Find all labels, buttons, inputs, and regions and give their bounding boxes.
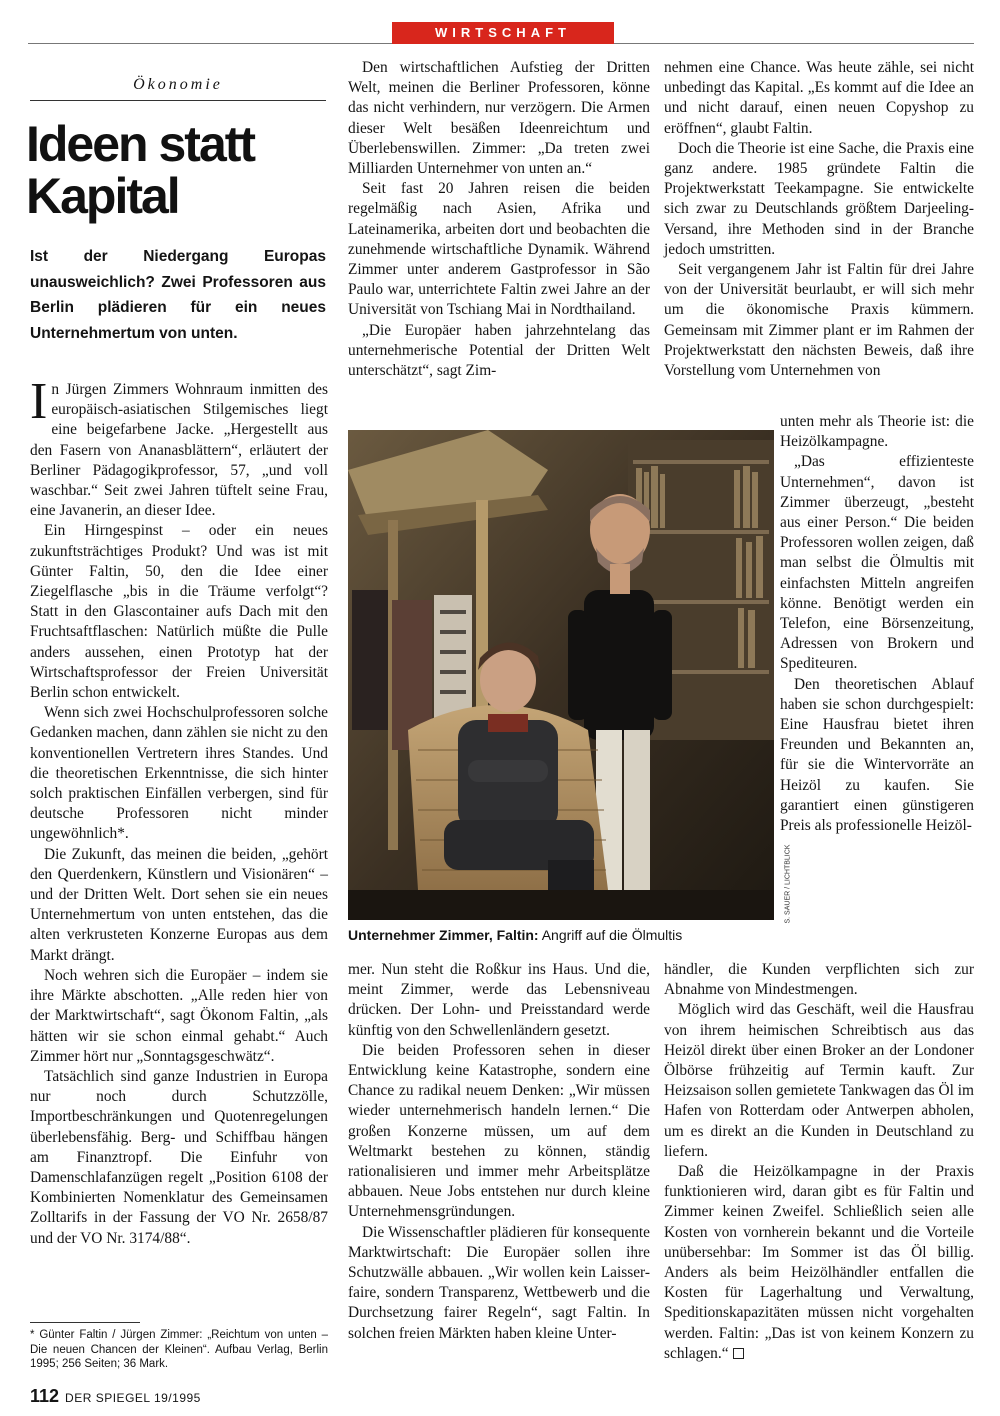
lead-text: n Jürgen Zimmers Wohnraum inmitten des europäisch-asiatischen Stilgemisches liegt eine beigefarbene Jacke. „Hergestellt aus den Fasern von Ananasblättern“, erläutert der Berliner Pädagogikprofessor, 57, „und voll waschbar.“ Seit zwei Jahren tüftelt seine Frau, eine Javanerin, an dieser Idee.: [30, 381, 328, 520]
drop-cap: I: [30, 373, 48, 430]
closing-text: Daß die Heizölkampagne in der Praxis funktionieren wird, daran gibt es für Faltin und Zimmer keinen Zweifel. Schließlich seien alle Kosten von vornherein bekannt und die Vorteile unübersehbar: Im Sommer ist das Öl billig. Anders als beim Heizölhändler entfallen die Kosten für Lagerhaltung und Verwaltung, Speditionskapazitäten müssen nicht vorgehalten werden. Faltin: „Das ist von keinem Konzern zu schlagen.“: [664, 1163, 974, 1362]
photo-caption: [348, 926, 778, 944]
paragraph: Den wirtschaftlichen Aufstieg der Dritten Welt, meinen die Berliner Professoren, könne das nicht verhindern, nur verzögern. Die Armen dieser Welt besäßen Ideenreichtum und Überlebenswillen. Zimmer: „Da treten zwei Milliarden Unternehmer von unten an.“: [348, 59, 650, 178]
folio: [30, 1386, 201, 1407]
photo-illustration: [348, 430, 774, 920]
paragraph: Möglich wird das Geschäft, weil die Hausfrau von ihrem heimischen Schreibtisch aus das Heizöl direkt über einen Broker an der Londoner Ölbörse frühzeitig auf Termin kauft. Zur Heizsaison sollen gemietete Tankwagen das Öl im Hafen von Rotterdam oder Antwerpen abholen, um es direkt an die Kunden in Deutschland zu liefern.: [664, 1001, 974, 1160]
section-label: WIRTSCHAFT: [392, 22, 614, 44]
kicker-rule: [30, 100, 326, 101]
column-3-bottom: [664, 960, 974, 1364]
paragraph: Noch wehren sich die Europäer – indem sie ihre Märkte abschotten. „Alle reden hier von der Marktwirtschaft“, sagt Ökonom Faltin, „als hätten wir sie schon einmal gehabt.“ Auch Zimmer hört nur „Sonntagsgeschwätz“.: [30, 966, 328, 1065]
caption-names: Unternehmer Zimmer, Faltin:: [348, 927, 539, 943]
column-3-narrow: [780, 412, 974, 836]
footnote: * Günter Faltin / Jürgen Zimmer: „Reichtum von unten – Die neuen Chancen der Kleinen“. Aufbau Verlag, Berlin 1995; 256 Seiten; 36 Mark.: [30, 1329, 328, 1370]
paragraph: Wenn sich zwei Hochschulprofessoren solche Gedanken machen, dann zählen sie nicht zu den konventionellen Vertretern ihres Standes. Und die theoretischen Erkenntnisse, die sich hinter solch praktischen Einfällen verbergen, sind für deutsche Professoren nicht minder ungewöhnlich*.: [30, 704, 328, 843]
column-3-top: [664, 58, 974, 381]
photo-credit: S. SAUER / LICHTBLICK: [784, 844, 792, 924]
photo-zimmer-faltin: [348, 430, 774, 920]
paragraph: nehmen eine Chance. Was heute zähle, sei nicht unbedingt das Kapital. „Es kommt auf die Idee an und nicht darauf, einen neuen Copyshop zu eröffnen“, glaubt Faltin.: [664, 59, 974, 137]
paragraph: [664, 1162, 974, 1364]
paragraph: unten mehr als Theorie ist: die Heizölkampagne.: [780, 413, 974, 451]
paragraph: Die beiden Professoren sehen in dieser Entwicklung keine Katastrophe, sondern eine Chance zu radikal neuem Denken: „Wir müssen wieder unternehmerisch handeln lernen.“ Die großen Konzerne müssen, um auf dem Weltmarkt bestehen zu können, ständig rationalisieren und immer mehr Arbeitsplätze abbauen. Neue Jobs entstehen nur durch kleine Unternehmensgründungen.: [348, 1041, 650, 1221]
paragraph: Die Zukunft, das meinen die beiden, „gehört den Querdenkern, Künstlern und Visionären“ – und der Dritten Welt. Dort sehen sie ein neues Unternehmertum von unten entstehen, das die alten verkrusteten Konzerne Europas aus dem Markt drängt.: [30, 845, 328, 964]
kicker: Ökonomie: [133, 76, 223, 93]
paragraph: „Das effizienteste Unternehmen“, davon ist Zimmer überzeugt, „besteht aus einer Person.“ Die beiden Professoren wollen zeigen, daß man selbst die Ölmultis mit einfachsten Mitteln angreifen könne. Benötigt werden ein Telefon, eine Börsenzeitung, Adressen von Brokern und Spediteuren.: [780, 453, 974, 673]
headline: Ideen statt Kapital: [26, 116, 255, 224]
deck: Ist der Niedergang Europas unausweichlich? Zwei Professoren aus Berlin plädieren für ein neues Unternehmertum von unten.: [30, 248, 326, 342]
footnote-rule: [30, 1322, 140, 1323]
column-2-bottom: [348, 960, 650, 1344]
paragraph: Doch die Theorie ist eine Sache, die Praxis eine ganz andere. 1985 gründete Faltin die Projektwerkstatt Teekampagne. Sie entwickelte sich zwar zu Deutschlands größtem Darjeeling-Versand, ihre Methoden sind in der Branche jedoch umstritten.: [664, 139, 974, 258]
page-number: 112: [30, 1386, 60, 1406]
paragraph: Seit vergangenem Jahr ist Faltin für drei Jahre von der Universität beurlaubt, er will sich mehr um die ökonomische Praxis kümmern. Gemeinsam mit Zimmer plant er im Rahmen der Projektwerkstatt den nächsten Beweis, daß ihre Vorstellung vom Unternehmen von: [664, 261, 974, 380]
paragraph: „Die Europäer haben jahrzehntelang das unternehmerische Potential der Dritten Welt unterschätzt“, sagt Zim-: [348, 321, 650, 380]
caption-text: Angriff auf die Ölmultis: [538, 927, 683, 943]
magazine-issue: DER SPIEGEL 19/1995: [65, 1391, 201, 1405]
column-1: [30, 373, 328, 1249]
paragraph: händler, die Kunden verpflichten sich zur Abnahme von Mindestmengen.: [664, 961, 974, 999]
paragraph: Die Wissenschaftler plädieren für konsequente Marktwirtschaft: Die Europäer sollen ihre Schutzwälle abbauen. „Wir wollen kein Laisser-faire, sondern Transparenz, Wettbewerb und die Durchsetzung fairer Regeln“, sagt Faltin. In solchen freien Märkten haben kleine Unter-: [348, 1223, 650, 1342]
column-2-top: [348, 58, 650, 381]
end-mark-icon: [733, 1348, 744, 1359]
paragraph: Ein Hirngespinst – oder ein neues zukunftsträchtiges Produkt? Und was ist mit Günter Faltin, 50, den die Idee einer Ziegelflasche „bis in die Träume verfolgt“? Statt in den Glascontainer aufs Dach mit den Fruchtsaftflaschen: Natürlich müßte die Pulle anders aussehen, einen Prototyp hat der Wirtschaftsprofessor der Freien Universität Berlin schon entwickelt.: [30, 522, 328, 702]
paragraph: Seit fast 20 Jahren reisen die beiden regelmäßig nach Asien, Afrika und Lateinamerika, arbeiten dort und beobachten die zunehmende wirtschaftliche Dynamik. Während Zimmer unter anderem Gastprofessor in São Paulo war, unterrichtete Faltin zwei Jahre an der Universität von Tschiang Mai in Nordthailand.: [348, 180, 650, 319]
paragraph: Tatsächlich sind ganze Industrien in Europa nur noch durch Schutzzölle, Importbeschränkungen und Quotenregelungen überlebensfähig. Berg- und Schiffbau hängen am Finanztropf. Die Einfuhr von Damenschlafanzügen regelt „Position 6108 der Kombinierten Nomenklatur des Gemeinsamen Zolltarifs in der Fassung der VO Nr. 2658/87 und der VO Nr. 3174/88“.: [30, 1067, 328, 1247]
paragraph: mer. Nun steht die Roßkur ins Haus. Und die, meint Zimmer, werde das Lebensniveau drücken. Der Lohn- und Preisstandard werde künftig von den Schwellenländern gesetzt.: [348, 961, 650, 1039]
paragraph: Den theoretischen Ablauf haben sie schon durchgespielt: Eine Hausfrau bietet ihren Freunden und Bekannten an, für sie die Wintervorräte an Heizöl zu kaufen. Sie garantiert einen günstigeren Preis als professionelle Heizöl-: [780, 675, 974, 835]
lead-paragraph: [30, 373, 328, 521]
